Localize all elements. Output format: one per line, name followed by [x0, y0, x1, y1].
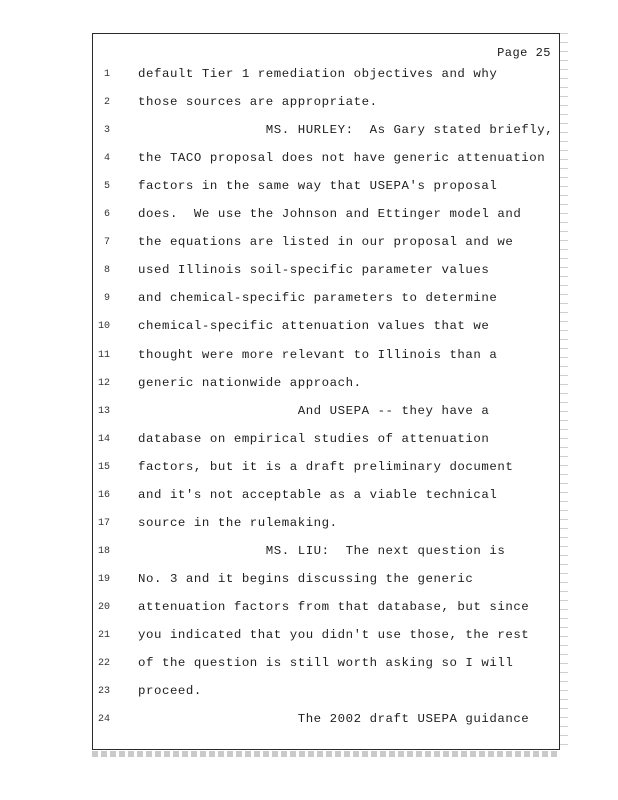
line-number: 11 [97, 349, 110, 361]
line-number: 9 [103, 293, 110, 305]
line-number: 4 [103, 153, 110, 165]
line-number: 18 [97, 545, 110, 557]
transcript-line: And USEPA -- they have a [138, 403, 490, 418]
transcript-line: attenuation factors from that database, but since [138, 599, 530, 614]
line-number: 19 [97, 573, 110, 585]
transcript-line: MS. HURLEY: As Gary stated briefly, [138, 123, 554, 138]
line-number: 16 [97, 489, 110, 501]
line-number: 14 [97, 433, 110, 445]
transcript-line: used Illinois soil-specific parameter values [138, 263, 490, 278]
line-number: 5 [103, 181, 110, 193]
transcript-line: does. We use the Johnson and Ettinger model and [138, 207, 522, 222]
line-number: 12 [97, 377, 110, 389]
transcript-line: and it's not acceptable as a viable technical [138, 487, 498, 502]
transcript-line: the TACO proposal does not have generic attenuation [138, 151, 546, 166]
transcript-line: default Tier 1 remediation objectives and why [138, 67, 498, 81]
line-number: 21 [97, 630, 110, 641]
transcript-line: No. 3 and it begins discussing the generic [138, 571, 474, 586]
transcript-line: MS. LIU: The next question is [138, 543, 506, 558]
line-number: 10 [97, 321, 110, 333]
transcript-line: proceed. [138, 684, 202, 699]
transcript-line: source in the rulemaking. [138, 515, 338, 530]
line-number: 7 [103, 237, 110, 249]
transcript-line: database on empirical studies of attenuation [138, 431, 490, 446]
line-number: 17 [97, 517, 110, 529]
right-edge-artifact [560, 33, 568, 750]
line-number: 15 [97, 461, 110, 473]
transcript-line: generic nationwide approach. [138, 375, 362, 390]
page-number: Page 25 [497, 46, 551, 60]
transcript-line: The 2002 draft USEPA guidance [138, 712, 530, 727]
line-number: 3 [103, 125, 110, 137]
line-number: 6 [103, 209, 110, 221]
bottom-edge-artifact [92, 751, 560, 757]
transcript-line: the equations are listed in our proposal and we [138, 235, 514, 250]
line-number: 23 [97, 686, 110, 698]
transcript-line: and chemical-specific parameters to determine [138, 291, 498, 306]
line-number: 24 [97, 714, 110, 726]
line-number: 8 [103, 265, 110, 277]
line-number: 22 [97, 658, 110, 670]
line-number: 13 [97, 405, 110, 417]
transcript-line: chemical-specific attenuation values that we [138, 319, 490, 334]
transcript-line: factors in the same way that USEPA's proposal [138, 179, 498, 194]
line-number: 1 [103, 69, 110, 80]
line-number: 2 [103, 97, 110, 109]
transcript-line: you indicated that you didn't use those, the rest [138, 628, 530, 642]
transcript-line: those sources are appropriate. [138, 95, 378, 110]
line-number: 20 [97, 601, 110, 613]
transcript-line: factors, but it is a draft preliminary document [138, 459, 514, 474]
transcript-page [92, 33, 560, 750]
transcript-line: of the question is still worth asking so I will [138, 656, 514, 671]
transcript-line: thought were more relevant to Illinois than a [138, 347, 498, 362]
